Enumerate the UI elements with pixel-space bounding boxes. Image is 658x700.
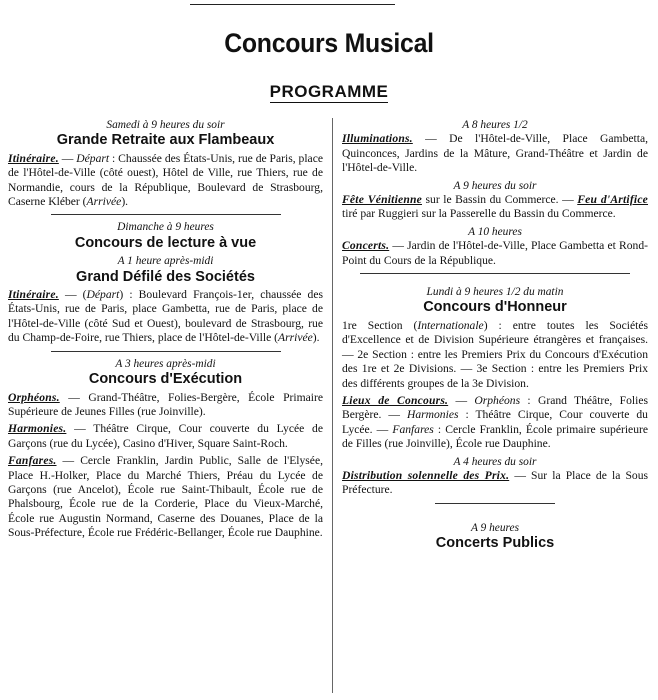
text: — <box>58 151 77 165</box>
text: ) : Boulevard François-1er, chaussée des États-Unis, rue de Paris, place Gambetta, rue de Paris, place de l'Hôtel-de-Ville (côté Sud et Ouest), boulevard de Strasbourg, rue du Champ-de-Foire, rue Thiers, place de l'Hôtel-de-Ville ( <box>8 288 323 345</box>
italic-text: Harmonies <box>406 408 459 422</box>
text: — De l'Hôtel-de-Ville, Place Gambetta, Quinconces, Jardins de la Mâture, Grand-Théâtre et Jardin de l'Hôtel-de-Ville. <box>342 132 648 175</box>
top-rule <box>190 4 395 5</box>
separator <box>51 351 281 352</box>
time-8h30: A 8 heures 1/2 <box>462 119 528 131</box>
text: — Théâtre Cirque, Cour couverte du Lycée de Garçons (rue du Lycée), Casino d'Hiver, Square Saint-Roch. <box>8 422 323 450</box>
heading-retraite: Grande Retraite aux Flambeaux <box>56 132 275 149</box>
heading-defile: Grand Défilé des Sociétés <box>76 268 255 285</box>
text: — Cercle Franklin, Jardin Public, Salle de l'Elysée, Place H.-Holker, Place du Marché Thiers, Préau du Lycée de Garçons (rue Ancelot), École rue Saint-Thibault, École rue de Phalsbourg, École rue de la Corderie, Place du Vieux-Marché, École rue Augustin Normand, Caserne des Douanes, Place de la Sous-Préfecture, École rue Frédéric-Bellanger, École rue Dauphine. <box>8 454 323 540</box>
time-10h: A 10 heures <box>468 225 522 238</box>
italic-text: Internationale <box>417 318 484 332</box>
italic-text: Arrivée <box>86 195 122 209</box>
italic-text: Fanfares <box>392 422 434 436</box>
heading-honneur: Concours d'Honneur <box>423 299 567 316</box>
text: ). <box>121 195 129 209</box>
separator <box>360 273 630 274</box>
text: — Grand-Théâtre, Folies-Bergère, École Primaire Supérieure de Jeunes Filles (rue Joinville). <box>8 390 323 418</box>
italic-text: Orphéons <box>474 393 521 407</box>
separator <box>51 214 281 215</box>
paragraph-illuminations <box>342 132 648 175</box>
left-column <box>8 118 323 544</box>
time-samedi: Samedi à 9 heures du soir <box>106 119 225 131</box>
text: sur le Bassin du Commerce. — <box>421 193 578 207</box>
paragraph-sections <box>342 319 648 391</box>
page-title: Concours Musical <box>224 28 434 58</box>
lead-orpheons: Orphéons. <box>8 390 60 404</box>
lead-lieux: Lieux de Concours. <box>342 393 449 407</box>
page-subtitle <box>0 82 658 102</box>
text: : Grand Théâtre, Folies Bergère. — <box>342 393 648 422</box>
heading-lecture: Concours de lecture à vue <box>74 234 257 251</box>
paragraph-itineraire-defile <box>8 288 323 346</box>
lead-itineraire: Itinéraire. <box>8 288 59 302</box>
right-column <box>342 118 648 555</box>
time-dimanche: Dimanche à 9 heures <box>117 221 214 234</box>
lead-fete: Fête Vénitienne <box>342 193 422 207</box>
subtitle-text: PROGRAMME <box>269 82 389 101</box>
italic-text: Départ <box>86 288 120 302</box>
paragraph-lieux <box>342 394 648 452</box>
text: : Chaussée des États-Unis, rue de Paris, place de l'Hôtel-de-Ville (côté ouest), Hôtel de Ville, rue Thiers, rue de Normandie, cours de la République, Boulevard de Strasbourg, Caserne Kléber ( <box>8 151 323 209</box>
time-lundi: Lundi à 9 heures 1/2 du matin <box>426 286 564 299</box>
italic-text: Arrivée <box>278 331 313 345</box>
paragraph-concerts <box>342 239 648 268</box>
column-divider <box>332 118 333 693</box>
time-3h: A 3 heures après-midi <box>115 357 216 370</box>
heading-concerts-publics: Concerts Publics <box>435 535 555 552</box>
italic-text: Départ <box>76 151 110 165</box>
paragraph-distribution <box>342 469 648 498</box>
heading-execution: Concours d'Exécution <box>88 371 243 388</box>
text: tiré par Ruggieri sur la Passerelle du Bassin du Commerce. <box>342 207 616 221</box>
lead-concerts: Concerts. <box>342 239 390 253</box>
text: — <box>448 393 475 407</box>
paragraph-fete <box>342 193 648 222</box>
lead-fanfares: Fanfares. <box>8 454 57 468</box>
time-4h: A 4 heures du soir <box>453 455 537 468</box>
lead-distribution: Distribution solennelle des Prix. <box>342 468 510 482</box>
text: ). <box>312 331 320 345</box>
lead-harmonies: Harmonies. <box>8 422 67 436</box>
text: — Sur la Place de la Sous Préfecture. <box>342 468 649 497</box>
time-1h: A 1 heure après-midi <box>117 255 214 268</box>
text: 1re Section ( <box>342 318 418 332</box>
text: — Jardin de l'Hôtel-de-Ville, Place Gambetta et Rond-Point du Cours de la République. <box>342 239 648 267</box>
paragraph-fanfares <box>8 454 323 540</box>
separator <box>435 503 555 504</box>
paragraph-orpheons <box>8 391 323 420</box>
lead-itineraire: Itinéraire. <box>8 151 59 165</box>
text: : Théâtre Cirque, Cour couverte du Lycée. — <box>342 408 648 436</box>
paragraph-itineraire-retraite <box>8 152 323 210</box>
time-9h-soir: A 9 heures du soir <box>453 179 537 192</box>
time-9h: A 9 heures <box>470 521 520 534</box>
paragraph-harmonies <box>8 422 323 451</box>
lead-feu: Feu d'Artifice <box>577 193 649 207</box>
text: — ( <box>58 288 87 302</box>
text: ) : entre toutes les Sociétés d'Excellence et de Division Supérieure étrangères et françaises. — 2e Section : entre les Premiers Prix du Concours d'Exécution des 1re et 2e Divisions. — 3e Section : entre les Premiers Prix des différents groupes de la 3e Division. <box>342 318 648 390</box>
text: : Cercle Franklin, École primaire supérieure de Filles (rue Joinville), École rue Dauphine. <box>342 422 649 451</box>
lead-illuminations: Illuminations. <box>342 132 413 146</box>
